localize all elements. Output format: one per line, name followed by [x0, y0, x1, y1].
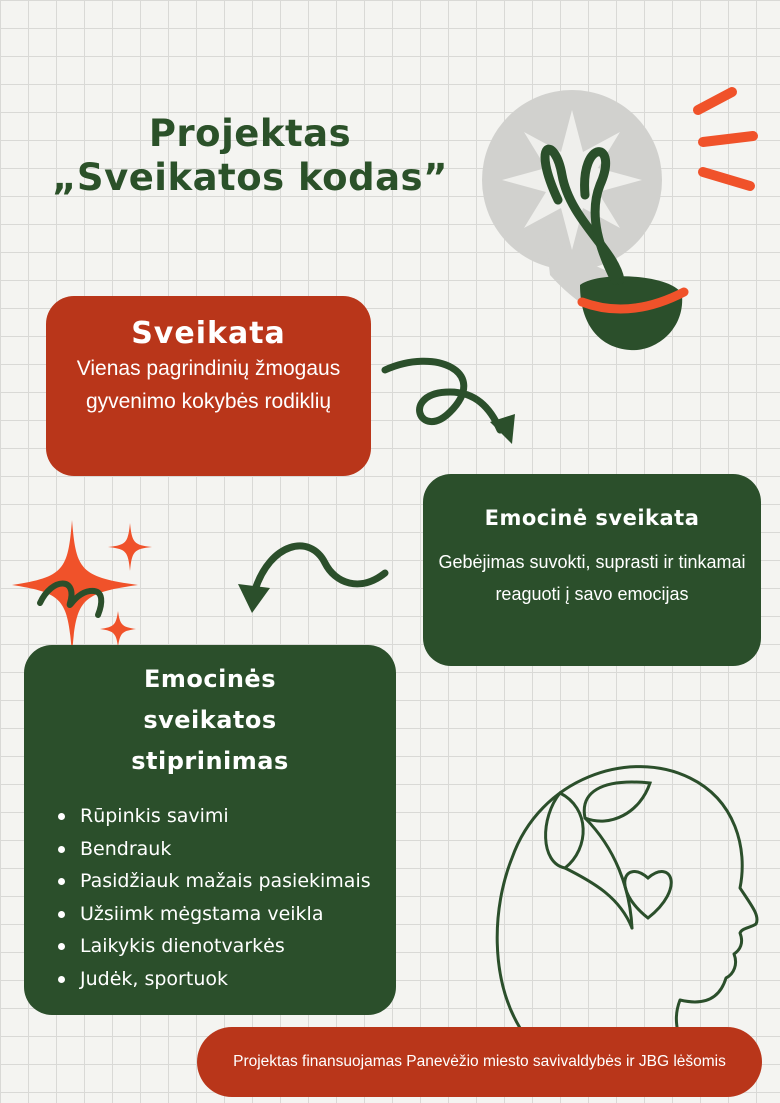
title-line-2: „Sveikatos kodas” [52, 156, 448, 199]
sveikata-text: Vienas pagrindinių žmogaus gyvenimo kokybės rodiklių [76, 357, 341, 413]
curved-arrow-icon [230, 538, 390, 618]
emocine-text: Gebėjimas suvokti, suprasti ir tinkamai reaguoti į savo emocijas [438, 552, 746, 604]
list-item: Laikykis dienotvarkės [80, 930, 396, 963]
emocine-heading: Emocinė sveikata [484, 506, 700, 530]
list-item: Užsiimk mėgstama veikla [80, 898, 396, 931]
sveikata-card [46, 296, 371, 476]
list-item: Pasidžiauk mažais pasiekimais [80, 865, 396, 898]
head-with-plant-and-heart-icon [490, 738, 770, 1038]
stiprinimas-heading [60, 659, 360, 782]
stiprinimas-card [24, 645, 396, 1015]
funding-footer: Projektas finansuojamas Panevėžio miesto savivaldybės ir JBG lėšomis [197, 1027, 762, 1097]
stiprinimas-heading-line: sveikatos [143, 706, 277, 734]
lightbulb-icon [470, 80, 770, 355]
page-title [40, 112, 460, 200]
stiprinimas-heading-line: stiprinimas [131, 747, 289, 775]
emocine-sveikata-card [423, 474, 761, 666]
list-item: Judėk, sportuok [80, 963, 396, 996]
list-item: Rūpinkis savimi [80, 800, 396, 833]
stiprinimas-heading-line: Emocinės [144, 665, 276, 693]
sveikata-heading: Sveikata [131, 316, 286, 351]
curved-arrow-icon [380, 352, 520, 452]
sparkle-icon [10, 515, 160, 660]
list-item: Bendrauk [80, 833, 396, 866]
title-line-1: Projektas [148, 112, 352, 155]
tips-list [24, 800, 396, 995]
